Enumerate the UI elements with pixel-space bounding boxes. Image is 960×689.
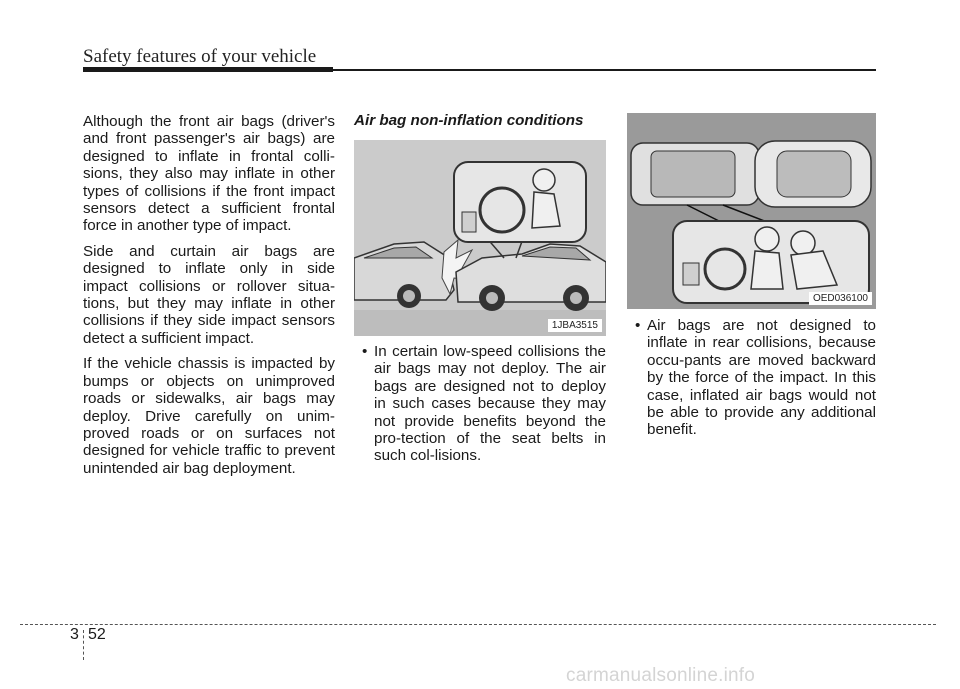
header-rule-line: [333, 69, 876, 71]
page-number: 52: [88, 626, 106, 643]
collision-drawing: [354, 140, 606, 336]
footer-divider: [83, 630, 84, 660]
bullet-list: [627, 317, 876, 439]
section-number: 3: [70, 626, 79, 643]
paragraph: Although the front air bags (driver's and front passenger's air bags) are designed to inflate in frontal colli-sions, they also may inflate in other types of collisions if the front impact sensors detect a sufficient frontal force in another type of impact.: [83, 113, 335, 235]
figure-code: OED036100: [809, 292, 872, 305]
footer-rule: [20, 624, 936, 625]
paragraph: Side and curtain air bags are designed to inflate only in side impact collisions or rollover situa-tions, but they may inflate in other collisions if they side impact sensors detect a sufficient impact.: [83, 242, 335, 347]
column-left: [83, 113, 335, 485]
section-heading: Air bag non-inflation conditions: [354, 112, 584, 129]
header-rule: [83, 67, 333, 72]
list-item: • In certain low-speed collisions the air bags may not deploy. The air bags are designed not to deploy in such cases because they may not provide benefits beyond the pro-tection of the seat belts in such col-lisions.: [354, 343, 606, 465]
rear-collision-illustration: [627, 113, 876, 309]
rear-collision-drawing: [627, 113, 876, 309]
watermark: carmanualsonline.info: [566, 665, 756, 686]
paragraph: If the vehicle chassis is impacted by bumps or objects on unimproved roads or sidewalks, air bags may deploy. Drive carefully on unim-proved roads or on surfaces not designed for vehicle traffic to prevent unintended air bag deployment.: [83, 355, 335, 477]
low-speed-collision-illustration: [354, 140, 606, 336]
header-title: Safety features of your vehicle: [83, 46, 317, 67]
bullet-list: [354, 343, 606, 465]
figure-code: 1JBA3515: [548, 319, 602, 332]
list-item: • Air bags are not designed to inflate in rear collisions, because occu-pants are moved backward by the force of the impact. In this case, inflated air bags would not be able to provide any additional benefit.: [627, 317, 876, 439]
